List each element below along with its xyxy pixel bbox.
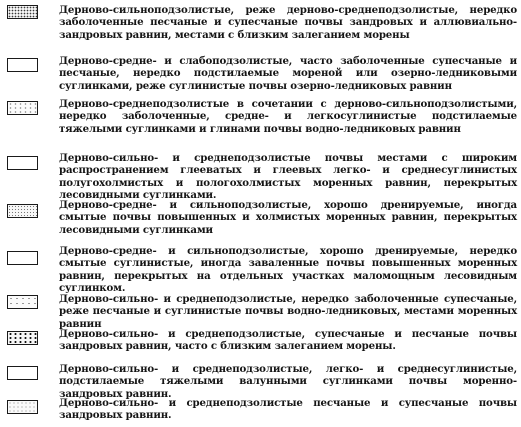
- legend-item-text: Дерново-среднеподзолистые в сочетании с дерново-сильноподзолистыми, нередко заболоченные, средне- и легкосуглинистые подстилаемые тяжелыми суглинками и глинами почвы водно-ледниковых равнин: [59, 98, 517, 135]
- pattern-swatch-sparse-dots: [7, 295, 38, 309]
- legend-item-text: Дерново-средне- и слабоподзолистые, часто заболоченные супесчаные и песчаные, нередко подстилаемые мореной или озерно-ледниковыми суглинками, реже суглинистые почвы озерно-ледниковых равнин: [59, 55, 517, 92]
- legend-item-text: Дерново-сильно- и среднеподзолистые, легко- и среднесуглинистые, подстилаемые тяжелыми валунными суглинками почвы моренно-зандровых равнин.: [59, 363, 517, 400]
- pattern-swatch-coarse-dots: [7, 331, 38, 345]
- legend-item-text: Дерново-сильно- и среднеподзолистые песчаные и супесчаные почвы зандровых равнин.: [59, 397, 517, 422]
- pattern-swatch-blank: [7, 251, 38, 265]
- pattern-swatch-fine-dots: [7, 204, 38, 218]
- legend-item-text: Дерново-средне- и сильноподзолистые, хорошо дренируемые, иногда смытые почвы повышенных и холмистых моренных равнин, перекрытых лесовидными суглинками: [59, 199, 517, 236]
- pattern-swatch-blank: [7, 366, 38, 380]
- pattern-swatch-dense-dots: [7, 5, 38, 19]
- legend-item-text: Дерново-средне- и сильноподзолистые, хорошо дренируемые, нередко смытые суглинистые, иногда заваленные почвы повышенных моренных равнин, перекрытых на отдельных участках маломощным лесовидным суглинком.: [59, 245, 517, 294]
- pattern-swatch-light-dots: [7, 400, 38, 414]
- pattern-swatch-blank: [7, 156, 38, 170]
- legend-item-text: Дерново-сильно- и среднеподзолистые, супесчаные и песчаные почвы зандровых равнин, часто с близким залеганием морены.: [59, 328, 517, 353]
- legend-item-text: Дерново-сильноподзолистые, реже дерново-среднеподзолистые, нередко заболоченные песчаные и супесчаные почвы зандровых и аллювиально-зандровых равнин, местами с близким залеганием морены: [59, 4, 517, 41]
- legend-item-text: Дерново-сильно- и среднеподзолистые почвы местами с широким распространением глееватых и глеевых легко- и среднесуглинистых полугохолмистых и пологохолмистых моренных равнин, перекрытых лесовидными суглинками.: [59, 152, 517, 201]
- legend-item-text: Дерново-сильно- и среднеподзолистые, нередко заболоченные супесчаные, реже песчаные и суглинистые почвы водно-ледниковых, местами моренных равнин: [59, 293, 517, 330]
- pattern-swatch-sparse-dots: [7, 101, 38, 115]
- pattern-swatch-blank: [7, 58, 38, 72]
